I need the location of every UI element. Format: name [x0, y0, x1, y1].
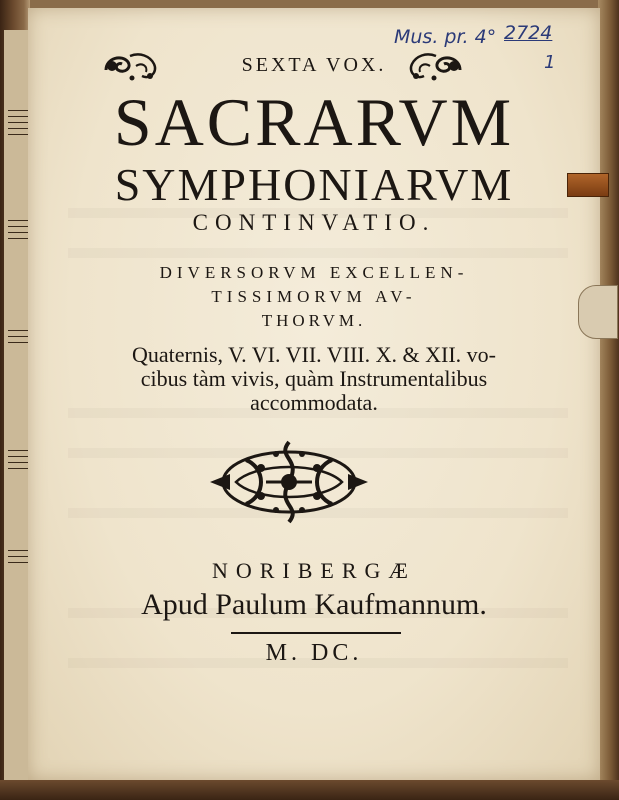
voice-part-heading: SEXTA VOX.: [241, 54, 387, 76]
subtitle-line-3: THORVM.: [261, 311, 367, 330]
binding-top-edge: [0, 0, 619, 8]
imprint-publisher: Apud Paulum Kaufmannum.: [141, 588, 487, 621]
title-page: [28, 8, 600, 780]
binding-right-edge: [598, 0, 619, 800]
description-line-2: cibus tàm vivis, quàm Instrumentalibus: [140, 366, 488, 391]
subtitle-line-2: TISSIMORVM AV-: [211, 287, 417, 306]
title-line-2: SYMPHONIARVM: [114, 159, 514, 210]
imprint-date: M. DC.: [265, 640, 363, 666]
imprint-rule: [231, 632, 401, 634]
subtitle-line-1: DIVERSORVM EXCELLEN-: [159, 263, 469, 282]
shelfmark-number: 2724: [504, 22, 553, 44]
binding-bottom-edge: [0, 780, 619, 800]
shelfmark-subnumber: 1: [544, 52, 556, 73]
printers-ornament-icon: [206, 438, 372, 526]
description-line-3: accommodata.: [250, 390, 378, 415]
shelfmark-library: Mus. pr. 4°: [394, 26, 497, 48]
title-line-3: CONTINVATIO.: [192, 210, 436, 235]
imprint-city: NORIBERGÆ: [211, 558, 416, 583]
binding-clasp: [567, 173, 609, 197]
page-tab: [578, 285, 618, 339]
title-line-1: SACRARVM: [113, 84, 515, 160]
previous-leaf-edge: [4, 30, 31, 790]
show-through: [68, 248, 568, 258]
description-line-1: Quaternis, V. VI. VII. VIII. X. & XII. vo-: [132, 342, 496, 367]
